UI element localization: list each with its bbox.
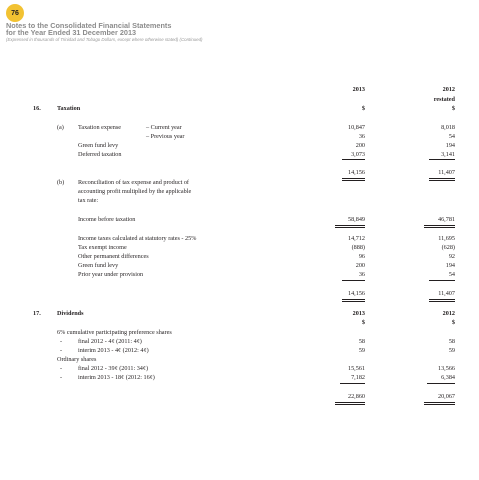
income-before-tax-2013: 58,849	[347, 216, 365, 223]
value-2012: 54	[448, 271, 455, 278]
double-underline	[342, 178, 365, 179]
value-2012: 3,141	[441, 151, 455, 158]
currency-2013: $	[361, 319, 365, 326]
value-2013: 96	[358, 253, 365, 260]
value-2013: 58	[358, 338, 365, 345]
value-2012: 6,384	[441, 374, 455, 381]
note-17-heading: Dividends	[57, 310, 84, 317]
double-underline	[335, 404, 365, 405]
section-b-label: (b)	[57, 179, 65, 186]
row-label: interim 2013 - 4¢ (2012: 4¢)	[78, 347, 149, 354]
income-before-tax-2012: 46,781	[437, 216, 455, 223]
col-heading-2012: 2012	[442, 86, 455, 93]
value-2013: 10,847	[347, 124, 365, 131]
underline	[342, 159, 365, 160]
value-2013: 3,073	[351, 151, 365, 158]
col-heading-2013: 2013	[352, 86, 365, 93]
row-label: final 2012 - 39¢ (2011: 34¢)	[78, 365, 149, 372]
value-2012: 8,018	[441, 124, 455, 131]
double-underline	[335, 402, 365, 403]
taxation-expense-label: Taxation expense	[78, 124, 122, 131]
total-2013: 14,156	[347, 290, 365, 297]
value-2012: (628)	[441, 244, 455, 251]
underline	[342, 280, 365, 281]
row-label: – Current year	[146, 124, 182, 131]
value-2012: 58	[448, 338, 455, 345]
total-2012: 11,407	[438, 169, 455, 176]
total-2013: 14,156	[347, 169, 365, 176]
double-underline	[335, 225, 365, 226]
value-2013: 200	[355, 262, 365, 269]
value-2012: 54	[448, 133, 455, 140]
underline	[427, 383, 455, 384]
value-2013: 36	[358, 133, 365, 140]
double-underline	[342, 299, 365, 300]
bullet: -	[60, 374, 63, 381]
double-underline	[424, 225, 455, 226]
section-b-text-line3: tax rate:	[78, 197, 99, 204]
row-label: Prior year under provision	[78, 271, 144, 278]
col-heading-restated: restated	[433, 96, 455, 103]
value-2012: 92	[448, 253, 455, 260]
underline	[429, 280, 455, 281]
double-underline	[424, 227, 455, 228]
section-a-label: (a)	[57, 124, 64, 131]
value-2012: 194	[445, 142, 455, 149]
value-2012: 13,566	[437, 365, 455, 372]
value-2013: 14,712	[347, 235, 365, 242]
header-title-line1: Notes to the Consolidated Financial Statements	[6, 21, 172, 30]
row-label: Other permanent differences	[78, 253, 149, 260]
total-2012: 11,407	[438, 290, 455, 297]
value-2013: 36	[358, 271, 365, 278]
value-2013: 200	[355, 142, 365, 149]
total-2013: 22,860	[347, 393, 365, 400]
header-subtitle: (Expressed in thousands of Trinidad and Tobago Dollars, except where otherwise stated) (Continued)	[6, 37, 203, 42]
double-underline	[429, 180, 455, 181]
value-2013: 15,561	[347, 365, 365, 372]
row-label: Green fund levy	[78, 142, 119, 149]
bullet: -	[60, 365, 63, 372]
col-heading-2013: 2013	[352, 310, 365, 317]
col-heading-2012: 2012	[442, 310, 455, 317]
bullet: -	[60, 347, 63, 354]
section-b-text-line1: Reconciliation of tax expense and product of	[78, 179, 189, 186]
section-b-text-line2: accounting profit multiplied by the applicable	[78, 188, 192, 195]
value-2012: 59	[448, 347, 455, 354]
bullet: -	[60, 338, 63, 345]
double-underline	[335, 227, 365, 228]
currency-2012: $	[451, 105, 455, 112]
double-underline	[424, 404, 455, 405]
row-label: Deferred taxation	[78, 151, 122, 158]
value-2013: (888)	[351, 244, 365, 251]
page-number-badge: 76	[6, 4, 24, 22]
double-underline	[424, 402, 455, 403]
underline	[340, 383, 365, 384]
header-title-line2: for the Year Ended 31 December 2013	[6, 28, 137, 37]
value-2012: 194	[445, 262, 455, 269]
row-label: Green fund levy	[78, 262, 119, 269]
currency-2012: $	[451, 319, 455, 326]
double-underline	[429, 299, 455, 300]
income-before-tax-label: Income before taxation	[78, 216, 136, 223]
value-2013: 7,182	[351, 374, 365, 381]
currency-2013: $	[361, 105, 365, 112]
value-2013: 59	[358, 347, 365, 354]
value-2012: 11,695	[438, 235, 455, 242]
note-16-heading: Taxation	[57, 105, 81, 112]
preference-shares-label: 6% cumulative participating preference shares	[57, 329, 172, 336]
row-label: final 2012 - 4¢ (2011: 4¢)	[78, 338, 142, 345]
double-underline	[429, 178, 455, 179]
row-label: – Previous year	[146, 133, 185, 140]
row-label: interim 2013 - 18¢ (2012: 16¢)	[78, 374, 155, 381]
row-label: Income taxes calculated at statutory rates - 25%	[78, 235, 197, 242]
double-underline	[429, 301, 455, 302]
double-underline	[342, 180, 365, 181]
underline	[429, 159, 455, 160]
note-17-number: 17.	[33, 310, 41, 317]
double-underline	[342, 301, 365, 302]
ordinary-shares-label: Ordinary shares	[57, 356, 97, 363]
row-label: Tax exempt income	[78, 244, 127, 251]
total-2012: 20,067	[437, 393, 455, 400]
note-16-number: 16.	[33, 105, 41, 112]
